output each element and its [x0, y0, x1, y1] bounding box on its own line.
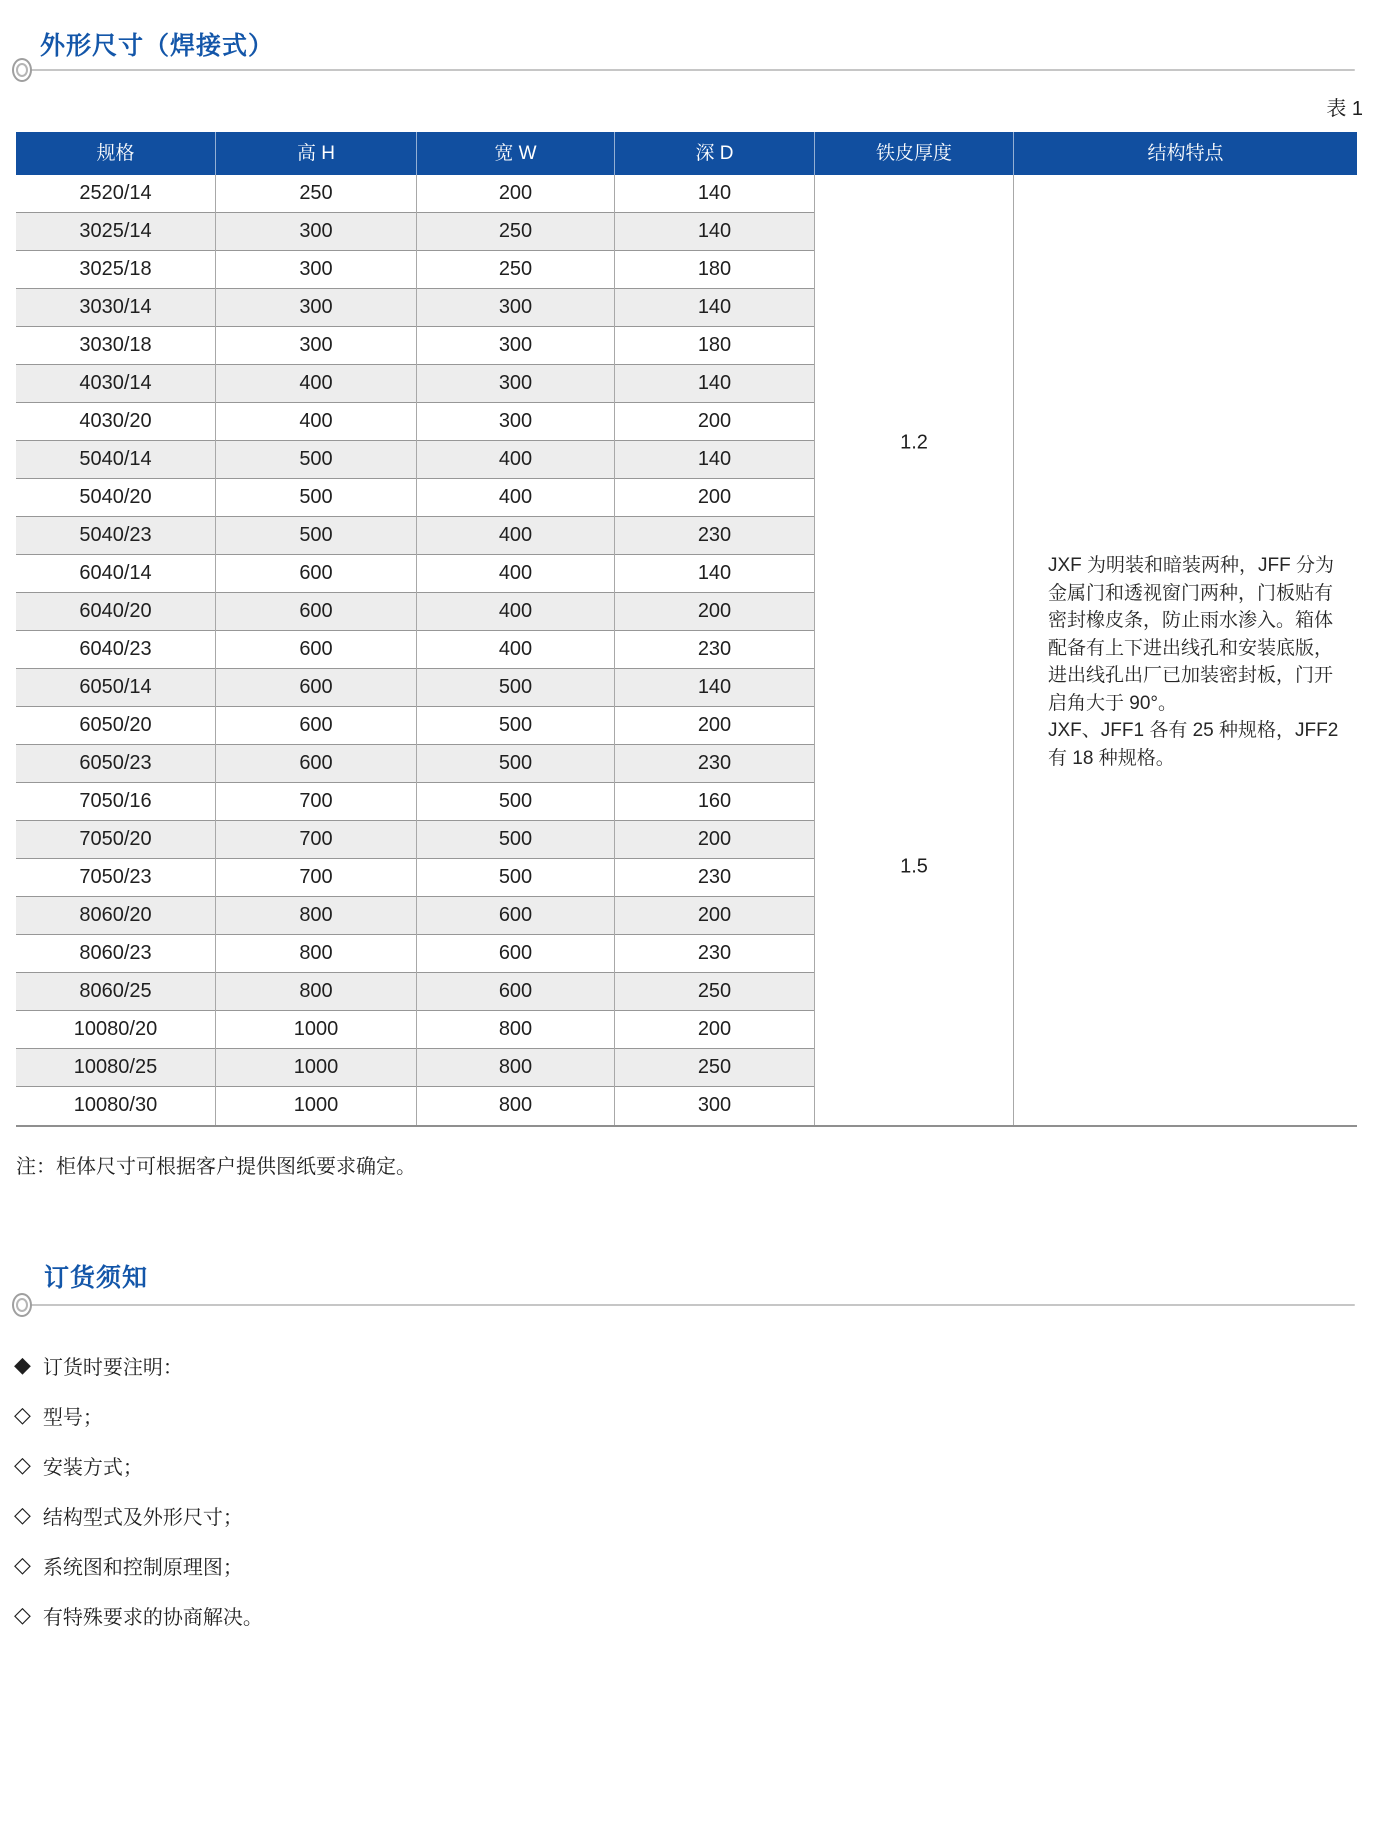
column-header-height: 高 H [215, 132, 416, 175]
table-cell: 500 [216, 517, 416, 555]
list-item-text: 订货时要注明： [42, 1356, 183, 1379]
table-cell: 1000 [293, 1094, 339, 1116]
table-cell: 400 [216, 365, 416, 403]
table-cell: 6050/14 [16, 669, 215, 707]
column-width [416, 175, 614, 1125]
hollow-diamond-icon: ◇ [14, 1552, 31, 1577]
table-cell: 800 [216, 935, 416, 973]
table-cell: 600 [216, 669, 416, 707]
list-item-text: 系统图和控制原理图； [42, 1556, 243, 1579]
table-cell: 140 [615, 289, 814, 327]
table-cell: 10080/20 [16, 1011, 215, 1049]
table-cell: 7050/16 [16, 783, 215, 821]
table-cell: 400 [417, 441, 614, 479]
table-cell: 180 [615, 327, 814, 365]
column-spec [16, 175, 215, 1125]
table-cell: 700 [216, 821, 416, 859]
table-cell: 800 [498, 1094, 533, 1116]
table-cell: 600 [216, 707, 416, 745]
column-height [215, 175, 416, 1125]
table-cell: 200 [615, 897, 814, 935]
table-cell: 250 [615, 973, 814, 1011]
table-cell: 200 [615, 593, 814, 631]
column-header-thickness: 铁皮厚度 [814, 132, 1013, 175]
table-caption: 表 1 [1326, 98, 1363, 120]
table-cell: 300 [417, 403, 614, 441]
table-cell: 250 [417, 251, 614, 289]
column-header-features: 结构特点 [1013, 132, 1357, 175]
table-cell: 8060/25 [16, 973, 215, 1011]
table-cell: 3025/14 [16, 213, 215, 251]
table-cell: 140 [615, 669, 814, 707]
table-cell: 300 [216, 251, 416, 289]
table-cell: 300 [697, 1094, 732, 1116]
table-cell: 400 [216, 403, 416, 441]
list-item [14, 1490, 263, 1540]
column-thickness [814, 175, 1013, 1125]
table-cell: 300 [216, 213, 416, 251]
table-cell: 6050/23 [16, 745, 215, 783]
table-cell: 200 [417, 175, 614, 213]
table-cell: 200 [615, 403, 814, 441]
table-cell: 230 [615, 935, 814, 973]
table-cell: 800 [417, 1011, 614, 1049]
table-cell: 700 [216, 859, 416, 897]
table-cell: 230 [615, 631, 814, 669]
table-cell: 500 [216, 441, 416, 479]
table-cell: 800 [417, 1049, 614, 1087]
hollow-diamond-icon: ◇ [14, 1602, 31, 1627]
list-item-text: 安装方式； [42, 1456, 143, 1479]
table-cell: 500 [216, 479, 416, 517]
table-cell: 230 [615, 859, 814, 897]
table-cell: 400 [417, 555, 614, 593]
list-item [14, 1340, 263, 1390]
table-cell: 200 [615, 479, 814, 517]
table-cell: 500 [417, 783, 614, 821]
table-cell: 600 [216, 745, 416, 783]
table-cell: 250 [615, 1049, 814, 1087]
table-cell: 500 [417, 745, 614, 783]
hollow-diamond-icon: ◇ [14, 1452, 31, 1477]
list-item-text: 结构型式及外形尺寸； [42, 1506, 243, 1529]
section-divider-line [26, 69, 1355, 71]
table-cell: 800 [216, 897, 416, 935]
dimensions-table [16, 132, 1357, 1127]
ordering-list [14, 1340, 263, 1640]
table-cell: 140 [615, 213, 814, 251]
table-cell: 600 [216, 593, 416, 631]
list-item [14, 1390, 263, 1440]
table-cell: 500 [417, 707, 614, 745]
table-cell: 400 [417, 479, 614, 517]
table-cell: 500 [417, 859, 614, 897]
table-cell: 600 [417, 973, 614, 1011]
column-depth [614, 175, 814, 1125]
table-cell: 140 [615, 365, 814, 403]
list-item-text: 型号； [42, 1406, 103, 1429]
table-cell: 8060/20 [16, 897, 215, 935]
ring-ornament-icon [12, 58, 32, 82]
table-cell: 10080/30 [73, 1094, 158, 1116]
table-cell: 250 [216, 175, 416, 213]
table-cell: 300 [417, 289, 614, 327]
column-features [1013, 175, 1357, 1125]
table-cell: 3025/18 [16, 251, 215, 289]
table-cell: 400 [417, 593, 614, 631]
table-cell: 300 [417, 327, 614, 365]
list-item [14, 1440, 263, 1490]
table-cell: 200 [615, 707, 814, 745]
thickness-value: 1.2 [900, 431, 928, 454]
table-cell: 400 [417, 631, 614, 669]
table-cell: 230 [615, 745, 814, 783]
list-item-text: 有特殊要求的协商解决。 [42, 1606, 263, 1629]
table-cell: 4030/14 [16, 365, 215, 403]
table-cell: 1000 [216, 1049, 416, 1087]
table-cell: 600 [417, 935, 614, 973]
list-item [14, 1540, 263, 1590]
features-paragraph: JXF、JFF1 各有 25 种规格，JFF2 有 18 种规格。 [1048, 720, 1339, 769]
table-cell: 230 [615, 517, 814, 555]
table-cell: 7050/23 [16, 859, 215, 897]
table-cell: 800 [216, 973, 416, 1011]
table-cell: 250 [417, 213, 614, 251]
table-cell: 200 [615, 821, 814, 859]
table-cell: 4030/20 [16, 403, 215, 441]
filled-diamond-icon: ◆ [14, 1352, 31, 1377]
table-cell: 600 [216, 555, 416, 593]
hollow-diamond-icon: ◇ [14, 1402, 31, 1427]
column-header-depth: 深 D [614, 132, 814, 175]
table-cell: 160 [615, 783, 814, 821]
hollow-diamond-icon: ◇ [14, 1502, 31, 1527]
features-paragraph: JXF 为明装和暗装两种，JFF 分为金属门和透视窗门两种，门板贴有密封橡皮条，防止雨水渗入。箱体配备有上下进出线孔和安装底版，进出线孔出厂已加装密封板，门开启角大于 90°。 [1048, 555, 1335, 714]
table-cell: 2520/14 [16, 175, 215, 213]
table-cell: 180 [615, 251, 814, 289]
table-cell: 600 [417, 897, 614, 935]
table-header-row [16, 132, 1357, 175]
table-cell: 6040/14 [16, 555, 215, 593]
table-cell: 6050/20 [16, 707, 215, 745]
column-header-spec: 规格 [96, 143, 135, 164]
table-cell: 140 [615, 175, 814, 213]
table-cell: 200 [615, 1011, 814, 1049]
table-cell: 600 [216, 631, 416, 669]
table-cell: 300 [216, 327, 416, 365]
thickness-value: 1.5 [900, 855, 928, 878]
table-cell: 500 [417, 669, 614, 707]
table-cell: 3030/14 [16, 289, 215, 327]
table-note: 注：柜体尺寸可根据客户提供图纸要求确定。 [16, 1156, 416, 1178]
table-cell: 6040/23 [16, 631, 215, 669]
table-cell: 140 [615, 555, 814, 593]
table-cell: 10080/25 [16, 1049, 215, 1087]
table-cell: 5040/14 [16, 441, 215, 479]
table-cell: 300 [216, 289, 416, 327]
table-cell: 6040/20 [16, 593, 215, 631]
table-cell: 7050/20 [16, 821, 215, 859]
section-title-dimensions: 外形尺寸（焊接式） [40, 32, 275, 60]
table-cell: 5040/20 [16, 479, 215, 517]
table-cell: 5040/23 [16, 517, 215, 555]
table-cell: 140 [615, 441, 814, 479]
ring-ornament-icon [12, 1293, 32, 1317]
section-divider-line [26, 1304, 1355, 1306]
features-text [1014, 528, 1357, 772]
table-cell: 400 [417, 517, 614, 555]
table-cell: 3030/18 [16, 327, 215, 365]
table-cell: 300 [417, 365, 614, 403]
column-header-width: 宽 W [416, 132, 614, 175]
table-cell: 8060/23 [16, 935, 215, 973]
section-title-ordering: 订货须知 [44, 1264, 149, 1292]
table-cell: 1000 [216, 1011, 416, 1049]
table-cell: 500 [417, 821, 614, 859]
table-cell: 700 [216, 783, 416, 821]
table-body [16, 175, 1357, 1127]
list-item [14, 1590, 263, 1640]
